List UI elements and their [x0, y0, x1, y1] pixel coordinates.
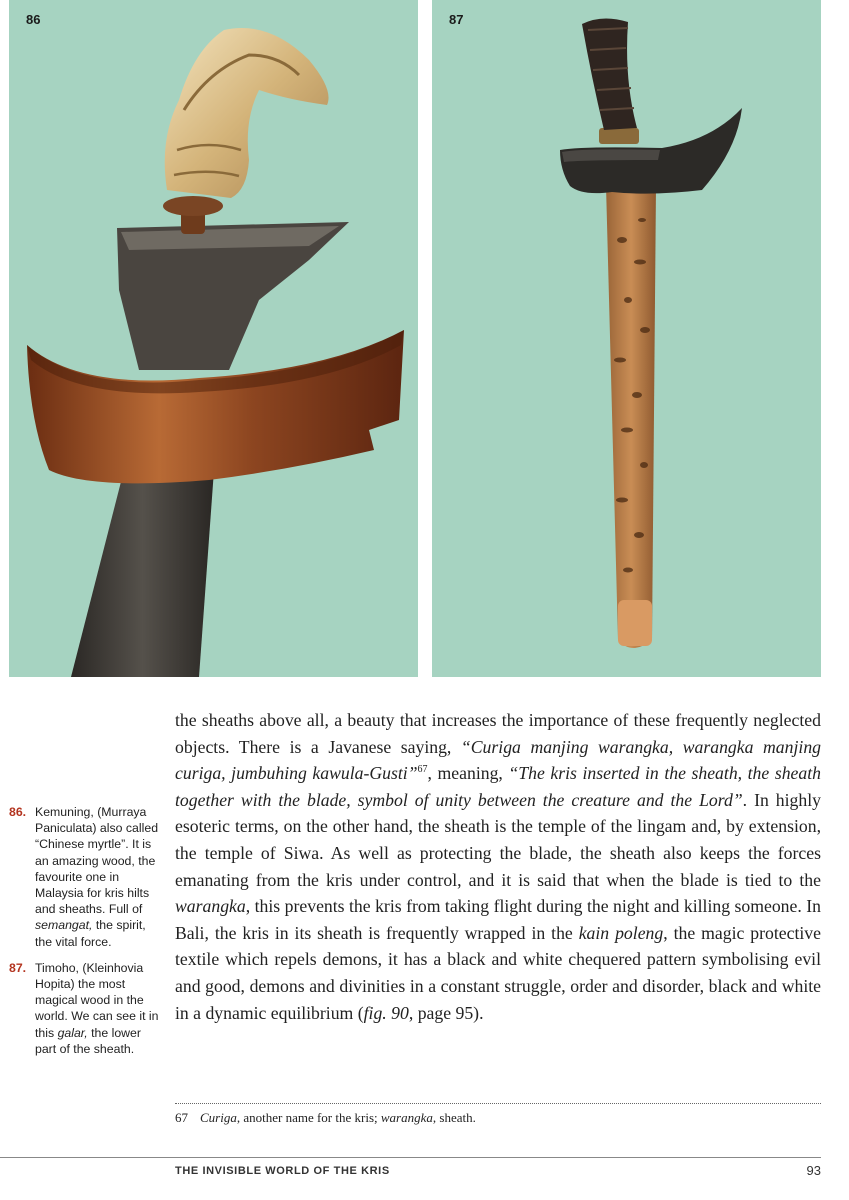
page-number: 93 [806, 1163, 821, 1178]
caption-text: Kemuning, (Murraya Paniculata) also called “Chinese myrtle”. It is an amazing wood, the favourite one in Malaysia for kris hilts and sheaths. Full of [35, 805, 159, 917]
caption-86 [9, 804, 159, 950]
kris-hilt-illustration [9, 0, 418, 677]
body-text-segment: , the magic protective textile which repels demons, it has a black and white chequered pattern symbolising evil and good, demons and divinities in a constant struggle, order and disorder, black and white in a dynamic equilibrium ( [175, 922, 821, 1023]
saying-translation: “The kris inserted in the sheath, the sheath together with the blade, symbol of unity between the creature and the Lord” [175, 763, 821, 810]
captions-column [9, 804, 159, 1067]
footnote [175, 1110, 821, 1126]
caption-number: 87. [9, 960, 27, 975]
caption-text-end: the spirit, the vital force. [35, 918, 146, 949]
body-text-segment: , page 95). [408, 1002, 484, 1023]
body-text-segment: , this prevents the kris from taking flight during the night and killing someone. In Bali, the kris in its sheath is frequently wrapped in the [175, 896, 821, 943]
footnote-term: Curiga [200, 1110, 237, 1125]
footnote-reference[interactable]: 67 [417, 764, 428, 776]
caption-italic: galar, [57, 1025, 88, 1040]
body-text-segment: , meaning, [427, 763, 509, 784]
caption-87 [9, 960, 159, 1057]
body-text-segment: the sheaths above all, a beauty that increases the importance of these frequently neglected objects. There is a Javanese saying, [175, 710, 821, 757]
caption-text-end: the lower part of the sheath. [35, 1025, 141, 1056]
footer-divider [0, 1157, 821, 1158]
body-paragraph [175, 707, 821, 1026]
footnote-text: , sheath. [432, 1110, 476, 1125]
caption-number: 86. [9, 805, 27, 819]
photo-figure-87 [432, 0, 821, 677]
term-warangka: warangka [175, 896, 246, 917]
figure-number-87: 87 [449, 12, 464, 27]
caption-text: Timoho, (Kleinhovia Hopita) the most magical wood in the world. We can see it in this [35, 960, 159, 1040]
footnote-term: warangka [380, 1110, 433, 1125]
footnote-text: , another name for the kris; [236, 1110, 381, 1125]
running-title: THE INVISIBLE WORLD OF THE KRIS [175, 1165, 390, 1177]
term-kain-poleng: kain poleng [578, 922, 664, 943]
body-text-segment: . In highly esoteric terms, on the other hand, the sheath is the temple of the lingam and, by extension, the temple of Siwa. As well as protecting the blade, the sheath also keeps the forces emanating from the kris under control, and it is said that when the blade is tied to the [175, 789, 821, 890]
photo-figure-86 [9, 0, 418, 677]
figure-number-86: 86 [26, 12, 41, 27]
javanese-saying: “Curiga manjing warangka, warangka manjing curiga, jumbuhing kawula-Gusti” [175, 736, 822, 784]
footnote-divider [175, 1103, 821, 1104]
caption-italic: semangat, [35, 918, 93, 933]
footnote-number: 67 [175, 1110, 188, 1125]
kris-in-sheath-illustration [432, 0, 821, 677]
figure-reference[interactable]: fig. 90 [363, 1002, 409, 1023]
